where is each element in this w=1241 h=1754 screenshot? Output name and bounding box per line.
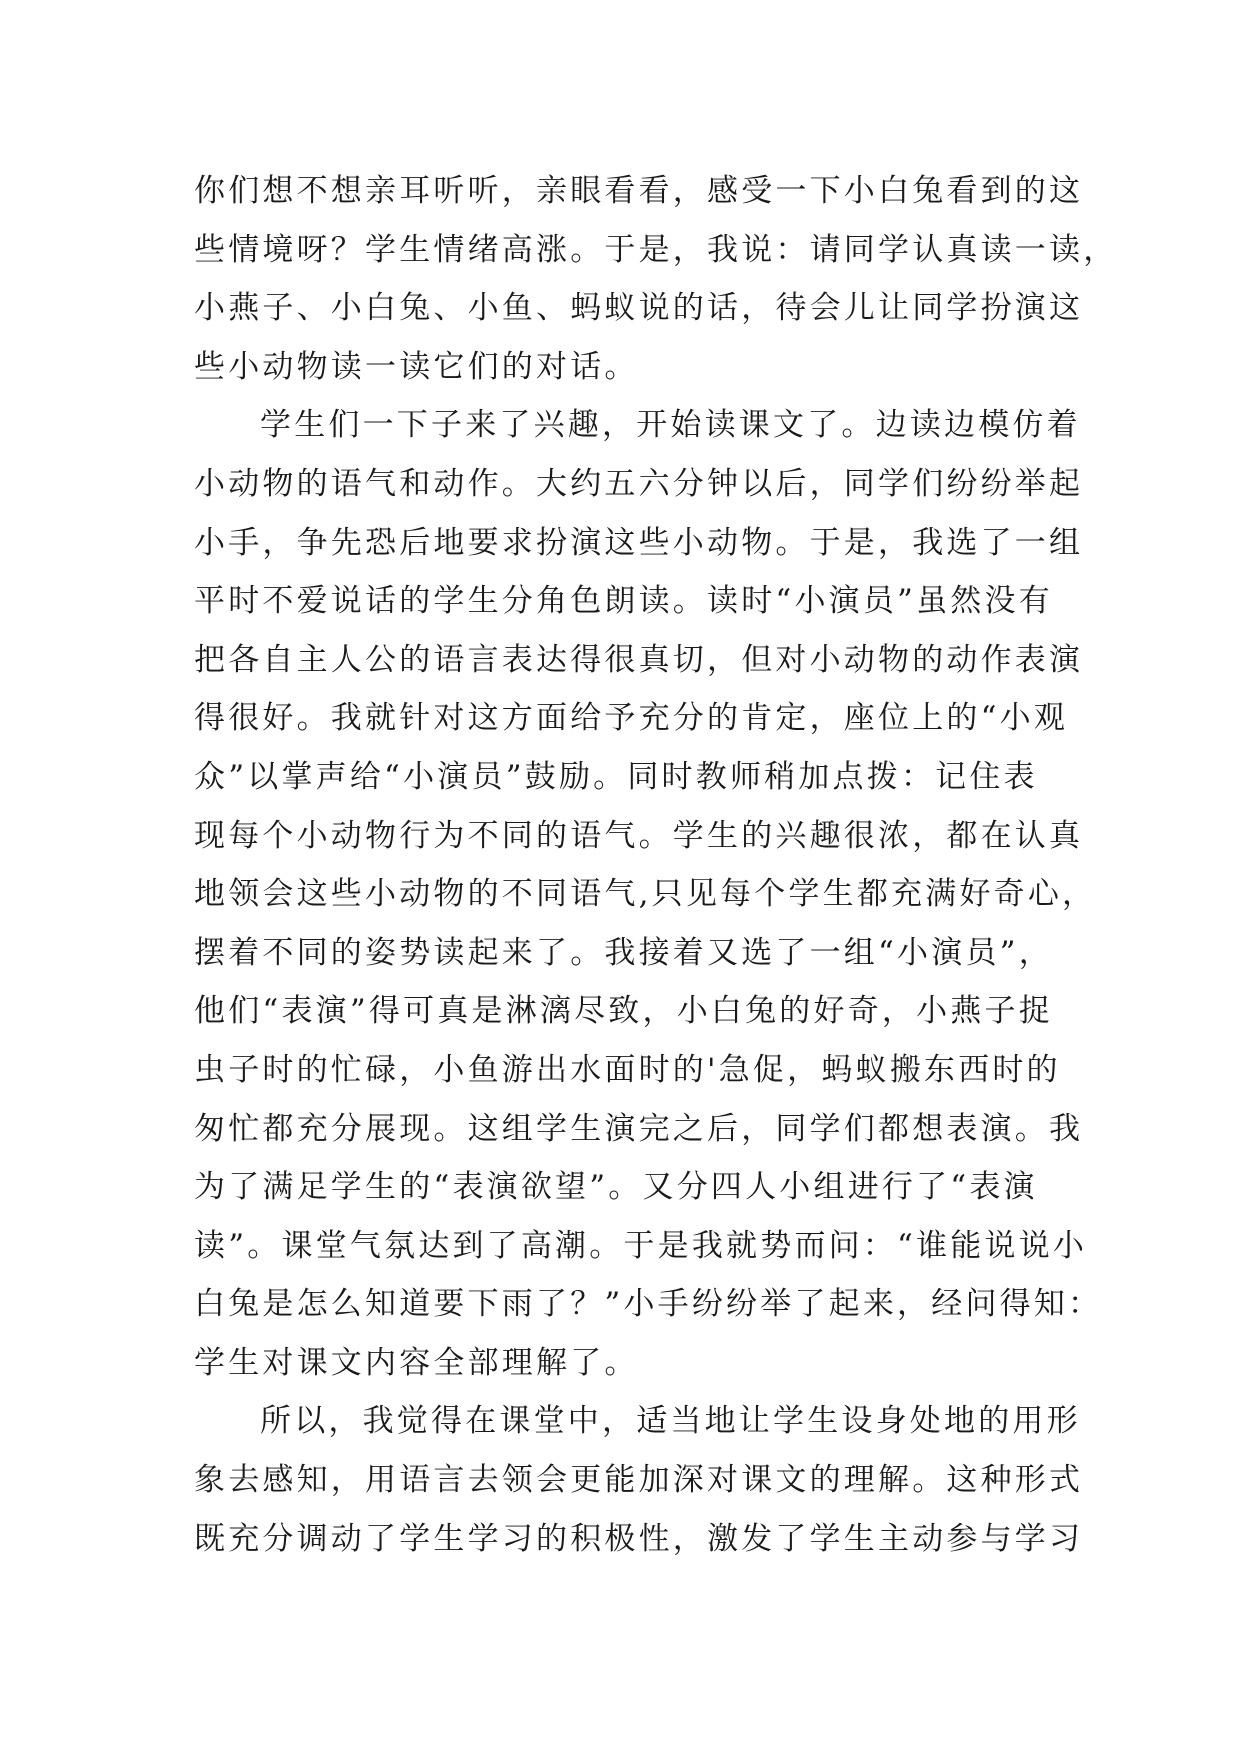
text-line: 把各自主人公的语言表达得很真切，但对小动物的动作表演 (194, 641, 1084, 678)
text-line: 虫子时的忙碌，小鱼游出水面时的'急促，蚂蚁搬东西时的 (194, 1051, 1061, 1088)
text-line: 地领会这些小动物的不同语气,只见每个学生都充满好奇心， (194, 876, 1097, 913)
text-line: 你们想不想亲耳听听，亲眼看看，感受一下小白兔看到的这 (194, 173, 1084, 209)
text-line: 白兔是怎么知道要下雨了？”小手纷纷举了起来，经问得知： (194, 1286, 1103, 1323)
text-line: 所以，我觉得在课堂中，适当地让学生设身处地的用形 (260, 1403, 1081, 1440)
text-line: 象去感知，用语言去领会更能加深对课文的理解。这种形式 (194, 1462, 1084, 1499)
text-line: 小动物的语气和动作。大约五六分钟以后，同学们纷纷举起 (194, 465, 1084, 502)
text-line: 为了满足学生的“表演欲望”。又分四人小组进行了“表演 (194, 1169, 1038, 1206)
text-line: 摆着不同的姿势读起来了。我接着又选了一组“小演员”， (194, 934, 1053, 971)
text-line: 小手，争先恐后地要求扮演这些小动物。于是，我选了一组 (194, 524, 1084, 561)
text-line: 匆忙都充分展现。这组学生演完之后，同学们都想表演。我 (194, 1110, 1084, 1147)
text-line: 众”以掌声给“小演员”鼓励。同时教师稍加点拨：记住表 (194, 758, 1038, 795)
text-line: 平时不爱说话的学生分角色朗读。读时“小演员”虽然没有 (194, 583, 1053, 620)
text-line: 学生们一下子来了兴趣，开始读课文了。边读边模仿着 (260, 407, 1081, 444)
text-line: 些小动物读一读它们的对话。 (194, 348, 639, 385)
text-line: 些情境呀？学生情绪高涨。于是，我说：请同学认真读一读， (194, 231, 1118, 268)
text-line: 他们“表演”得可真是淋漓尽致，小白兔的好奇，小燕子捉 (194, 993, 1053, 1030)
text-line: 小燕子、小白兔、小鱼、蚂蚁说的话，待会儿让同学扮演这 (194, 290, 1084, 327)
text-line: 学生对课文内容全部理解了。 (194, 1344, 639, 1381)
text-line: 得很好。我就针对这方面给予充分的肯定，座位上的“小观 (194, 700, 1069, 737)
body-text (194, 162, 1118, 1568)
text-line: 现每个小动物行为不同的语气。学生的兴趣很浓，都在认真 (194, 817, 1084, 854)
text-line: 读”。课堂气氛达到了高潮。于是我就势而问：“谁能说说小 (194, 1227, 1088, 1264)
text-line: 既充分调动了学生学习的积极性，激发了学生主动参与学习 (194, 1520, 1084, 1557)
